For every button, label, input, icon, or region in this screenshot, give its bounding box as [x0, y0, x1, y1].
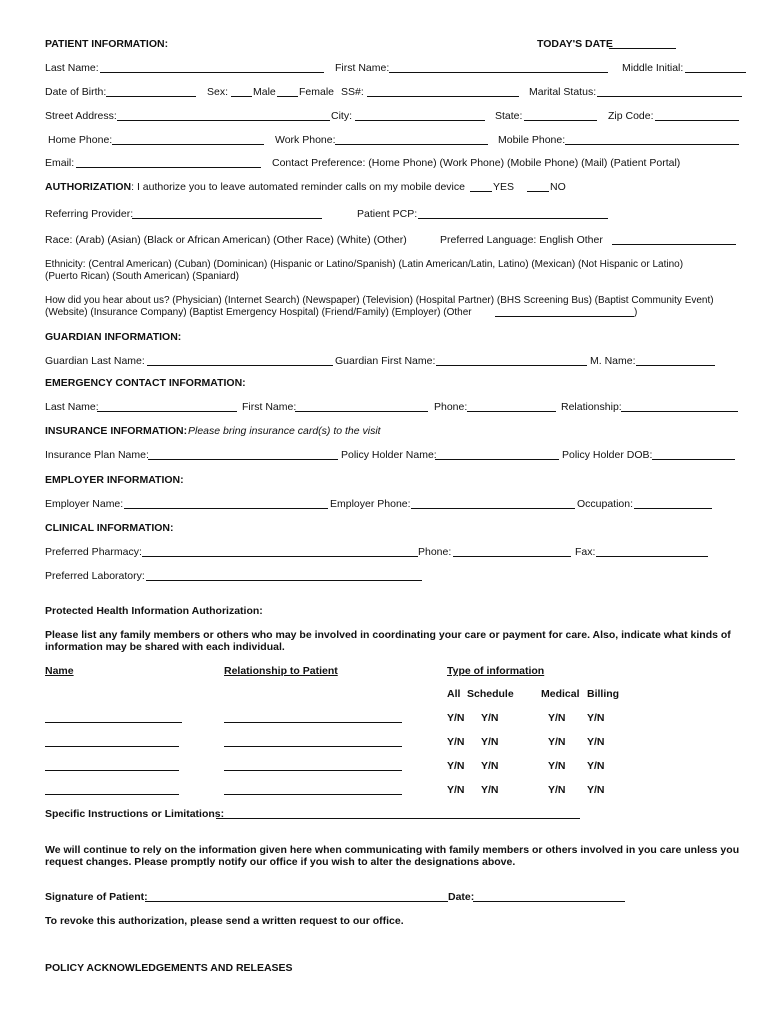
sex-female-label: Female: [299, 86, 335, 98]
ethnicity-options-line-1[interactable]: Ethnicity: (Central American) (Cuban) (Dominican) (Hispanic or Latino/Spanish) (Latin American/Latin, Latino) (Mexican) (Not Hispanic or Latino): [45, 259, 684, 270]
insurance-plan-label: Insurance Plan Name:: [45, 449, 149, 461]
guardian-first-name-field[interactable]: [436, 365, 587, 366]
street-address-label: Street Address:: [45, 110, 117, 122]
emergency-phone-field[interactable]: [467, 411, 556, 412]
yn-medical[interactable]: Y/N: [548, 760, 566, 772]
emergency-relationship-label: Relationship:: [561, 401, 622, 413]
mobile-phone-label: Mobile Phone:: [498, 134, 566, 146]
authorization-statement: [45, 181, 465, 194]
column-header-type: Type of information: [447, 665, 545, 677]
section-title-emergency-contact: EMERGENCY CONTACT INFORMATION:: [45, 377, 246, 389]
family-member-name-field[interactable]: [45, 746, 179, 747]
ssn-field[interactable]: [367, 96, 519, 97]
occupation-label: Occupation:: [577, 498, 634, 510]
communication-notice-line-2: request changes. Please promptly notify our office if you wish to alter the designations above.: [45, 856, 516, 868]
authorization-yes-label: YES: [493, 181, 515, 193]
yn-all[interactable]: Y/N: [447, 784, 465, 796]
dob-label: Date of Birth:: [45, 86, 107, 98]
guardian-first-name-label: Guardian First Name:: [335, 355, 436, 367]
section-title-guardian: GUARDIAN INFORMATION:: [45, 331, 182, 343]
patient-signature-field[interactable]: [145, 901, 448, 902]
sex-male-field[interactable]: [231, 96, 252, 97]
ethnicity-options-line-2[interactable]: (Puerto Rican) (South American) (Spaniard): [45, 271, 239, 282]
zip-code-field[interactable]: [655, 120, 739, 121]
policy-holder-dob-label: Policy Holder DOB:: [562, 449, 653, 461]
patient-pcp-field[interactable]: [418, 218, 608, 219]
home-phone-field[interactable]: [112, 144, 264, 145]
authorization-text: : I authorize you to leave automated reminder calls on my mobile device: [131, 181, 465, 193]
guardian-middle-name-label: M. Name:: [590, 355, 636, 367]
pharmacy-phone-field[interactable]: [453, 556, 571, 557]
subheader-billing: Billing: [587, 688, 620, 700]
dob-field[interactable]: [106, 96, 196, 97]
family-member-name-field[interactable]: [45, 794, 179, 795]
sex-female-field[interactable]: [277, 96, 298, 97]
authorization-no-field[interactable]: [527, 191, 549, 192]
preferred-laboratory-label: Preferred Laboratory:: [45, 570, 145, 582]
phi-authorization-title: Protected Health Information Authorization:: [45, 605, 263, 617]
preferred-language-other-field[interactable]: [612, 244, 736, 245]
section-title-clinical: CLINICAL INFORMATION:: [45, 522, 174, 534]
specific-instructions-label: Specific Instructions or Limitations:: [45, 808, 225, 820]
state-field[interactable]: [524, 120, 597, 121]
first-name-field[interactable]: [389, 72, 608, 73]
middle-initial-label: Middle Initial:: [622, 62, 684, 74]
guardian-last-name-label: Guardian Last Name:: [45, 355, 145, 367]
policy-holder-name-label: Policy Holder Name:: [341, 449, 437, 461]
employer-name-label: Employer Name:: [45, 498, 124, 510]
emergency-first-name-label: First Name:: [242, 401, 297, 413]
yn-medical[interactable]: Y/N: [548, 784, 566, 796]
guardian-middle-name-field[interactable]: [636, 365, 715, 366]
email-label: Email:: [45, 157, 75, 169]
family-member-name-field[interactable]: [45, 722, 182, 723]
section-title-insurance: INSURANCE INFORMATION:: [45, 425, 188, 437]
signature-date-label: Date:: [448, 891, 475, 903]
signature-date-field[interactable]: [473, 901, 625, 902]
yn-all[interactable]: Y/N: [447, 760, 465, 772]
employer-phone-field[interactable]: [411, 508, 575, 509]
sex-male-label: Male: [253, 86, 276, 98]
preferred-pharmacy-label: Preferred Pharmacy:: [45, 546, 142, 558]
work-phone-field[interactable]: [335, 144, 488, 145]
section-title-policy-acknowledgements: POLICY ACKNOWLEDGEMENTS AND RELEASES: [45, 962, 293, 974]
family-member-relationship-field[interactable]: [224, 722, 402, 723]
sex-label: Sex:: [207, 86, 229, 98]
emergency-last-name-label: Last Name:: [45, 401, 99, 413]
employer-name-field[interactable]: [124, 508, 328, 509]
marital-status-label: Marital Status:: [529, 86, 597, 98]
revoke-notice: To revoke this authorization, please send a written request to our office.: [45, 915, 404, 927]
authorization-yes-field[interactable]: [470, 191, 492, 192]
emergency-relationship-field[interactable]: [621, 411, 738, 412]
city-field[interactable]: [355, 120, 485, 121]
ssn-label: SS#:: [341, 86, 364, 98]
referral-source-close-paren: ): [634, 307, 638, 318]
preferred-laboratory-field[interactable]: [146, 580, 422, 581]
yn-all[interactable]: Y/N: [447, 736, 465, 748]
pharmacy-fax-field[interactable]: [596, 556, 708, 557]
referring-provider-label: Referring Provider:: [45, 208, 134, 220]
authorization-no-label: NO: [550, 181, 566, 193]
family-member-relationship-field[interactable]: [224, 746, 402, 747]
specific-instructions-field[interactable]: [216, 818, 580, 819]
todays-date-field[interactable]: [609, 48, 676, 49]
race-options[interactable]: Race: (Arab) (Asian) (Black or African American) (Other Race) (White) (Other): [45, 234, 407, 246]
middle-initial-field[interactable]: [685, 72, 746, 73]
yn-all[interactable]: Y/N: [447, 712, 465, 724]
last-name-label: Last Name:: [45, 62, 99, 74]
subheader-medical: Medical: [541, 688, 580, 700]
patient-signature-label: Signature of Patient:: [45, 891, 148, 903]
referring-provider-field[interactable]: [132, 218, 322, 219]
family-member-relationship-field[interactable]: [224, 794, 402, 795]
pharmacy-phone-label: Phone:: [418, 546, 452, 558]
pharmacy-fax-label: Fax:: [575, 546, 596, 558]
street-address-field[interactable]: [117, 120, 330, 121]
insurance-plan-field[interactable]: [148, 459, 338, 460]
referral-source-line-2[interactable]: (Website) (Insurance Company) (Baptist Emergency Hospital) (Friend/Family) (Employer) (Other: [45, 307, 472, 318]
yn-billing[interactable]: Y/N: [587, 712, 605, 724]
mobile-phone-field[interactable]: [565, 144, 739, 145]
yn-billing[interactable]: Y/N: [587, 736, 605, 748]
home-phone-label: Home Phone:: [48, 134, 113, 146]
first-name-label: First Name:: [335, 62, 390, 74]
zip-code-label: Zip Code:: [608, 110, 654, 122]
policy-holder-name-field[interactable]: [435, 459, 559, 460]
yn-schedule[interactable]: Y/N: [481, 784, 499, 796]
family-member-relationship-field[interactable]: [224, 770, 402, 771]
guardian-last-name-field[interactable]: [147, 365, 333, 366]
preferred-language-options[interactable]: Preferred Language: English Other: [440, 234, 603, 246]
patient-pcp-label: Patient PCP:: [357, 208, 418, 220]
yn-billing[interactable]: Y/N: [587, 784, 605, 796]
emergency-last-name-field[interactable]: [97, 411, 237, 412]
yn-schedule[interactable]: Y/N: [481, 760, 499, 772]
emergency-first-name-field[interactable]: [295, 411, 428, 412]
section-title-employer: EMPLOYER INFORMATION:: [45, 474, 184, 486]
policy-holder-dob-field[interactable]: [652, 459, 735, 460]
yn-schedule[interactable]: Y/N: [481, 712, 499, 724]
section-title-patient-information: PATIENT INFORMATION:: [45, 38, 169, 50]
column-header-relationship: Relationship to Patient: [224, 665, 338, 677]
yn-medical[interactable]: Y/N: [548, 736, 566, 748]
referral-source-other-field[interactable]: [495, 316, 634, 317]
city-label: City:: [331, 110, 352, 122]
work-phone-label: Work Phone:: [275, 134, 336, 146]
communication-notice-line-1: We will continue to rely on the information given here when communicating with family members or others involved in you care unless you: [45, 844, 740, 856]
authorization-label: AUTHORIZATION: [45, 181, 132, 193]
referral-source-line-1[interactable]: How did you hear about us? (Physician) (Internet Search) (Newspaper) (Television) (Hospital Partner) (BHS Screening Bus) (Baptist Community Event): [45, 295, 714, 306]
yn-medical[interactable]: Y/N: [548, 712, 566, 724]
employer-phone-label: Employer Phone:: [330, 498, 411, 510]
email-field[interactable]: [76, 167, 261, 168]
subheader-all: All: [447, 688, 461, 700]
subheader-schedule: Schedule: [467, 688, 514, 700]
state-label: State:: [495, 110, 523, 122]
marital-status-field[interactable]: [597, 96, 742, 97]
todays-date-label: TODAY'S DATE: [537, 38, 613, 50]
family-member-name-field[interactable]: [45, 770, 179, 771]
yn-schedule[interactable]: Y/N: [481, 736, 499, 748]
yn-billing[interactable]: Y/N: [587, 760, 605, 772]
preferred-pharmacy-field[interactable]: [142, 556, 418, 557]
occupation-field[interactable]: [634, 508, 712, 509]
column-header-name: Name: [45, 665, 74, 677]
phi-instructions-line-2: information may be shared with each individual.: [45, 641, 285, 653]
contact-preference-options[interactable]: Contact Preference: (Home Phone) (Work Phone) (Mobile Phone) (Mail) (Patient Portal): [272, 157, 681, 169]
last-name-field[interactable]: [100, 72, 324, 73]
insurance-note: Please bring insurance card(s) to the visit: [188, 425, 381, 437]
phi-instructions-line-1: Please list any family members or others who may be involved in coordinating your care or payment for care. Also, indicate what kinds of: [45, 629, 731, 641]
emergency-phone-label: Phone:: [434, 401, 468, 413]
